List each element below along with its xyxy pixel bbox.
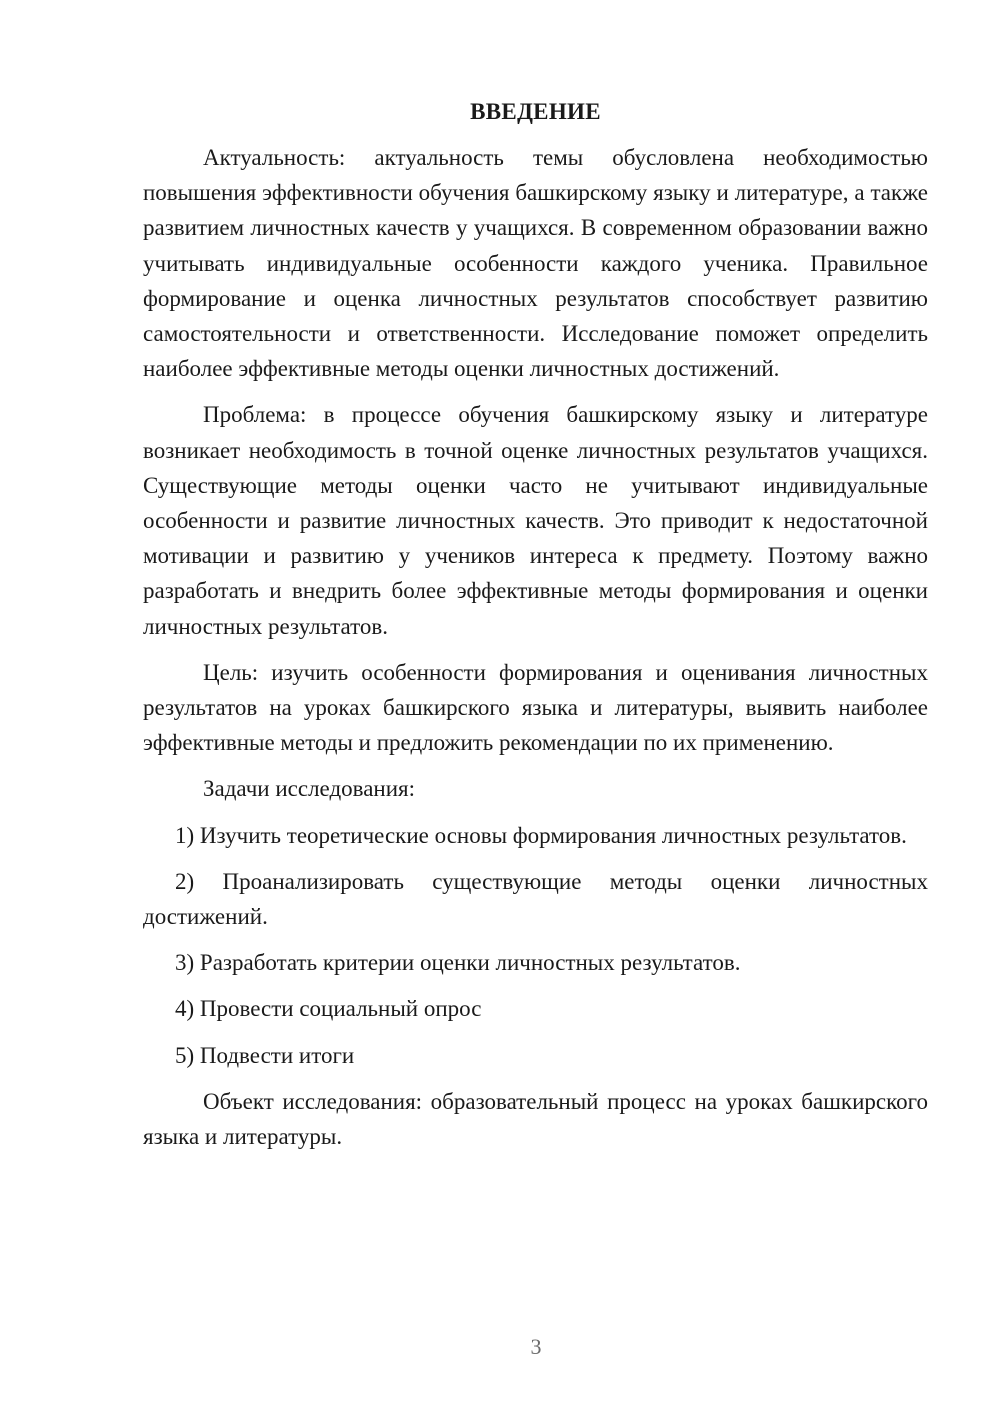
document-page (143, 94, 928, 1165)
page-number: 3 (530, 1334, 542, 1359)
task-item-2: 2) Проанализировать существующие методы оценки личностных достижений. (143, 868, 928, 930)
tasks-heading: Задачи исследования: (203, 776, 416, 802)
paragraph-object: Объект исследования: образовательный процесс на уроках башкирского языка и литературы. (143, 1088, 928, 1150)
task-item-4: 4) Провести социальный опрос (175, 996, 482, 1022)
task-item-5: 5) Подвести итоги (175, 1042, 355, 1068)
task-item-1: 1) Изучить теоретические основы формирования личностных результатов. (175, 822, 907, 848)
paragraph-relevance: Актуальность: актуальность темы обусловлена необходимостью повышения эффективности обучения башкирскому языку и литературе, а также развитием личностных качеств у учащихся. В современном образовании важно учитывать индивидуальные особенности каждого ученика. Правильное формирование и оценка личностных результатов способствует развитию самостоятельности и ответственности. Исследование поможет определить наиболее эффективные методы оценки личностных достижений. (143, 145, 928, 382)
document-title: ВВЕДЕНИЕ (470, 99, 601, 124)
task-item-3: 3) Разработать критерии оценки личностных результатов. (175, 950, 741, 976)
paragraph-goal: Цель: изучить особенности формирования и оценивания личностных результатов на уроках башкирского языка и литературы, выявить наиболее эффективные методы и предложить рекомендации по их применению. (143, 659, 928, 756)
paragraph-problem: Проблема: в процессе обучения башкирскому языку и литературе возникает необходимость в точной оценке личностных результатов учащихся. Существующие методы оценки часто не учитывают индивидуальные особенности и развитие личностных качеств. Это приводит к недостаточной мотивации и развитию у учеников интереса к предмету. Поэтому важно разработать и внедрить более эффективные методы формирования и оценки личностных результатов. (143, 402, 928, 639)
